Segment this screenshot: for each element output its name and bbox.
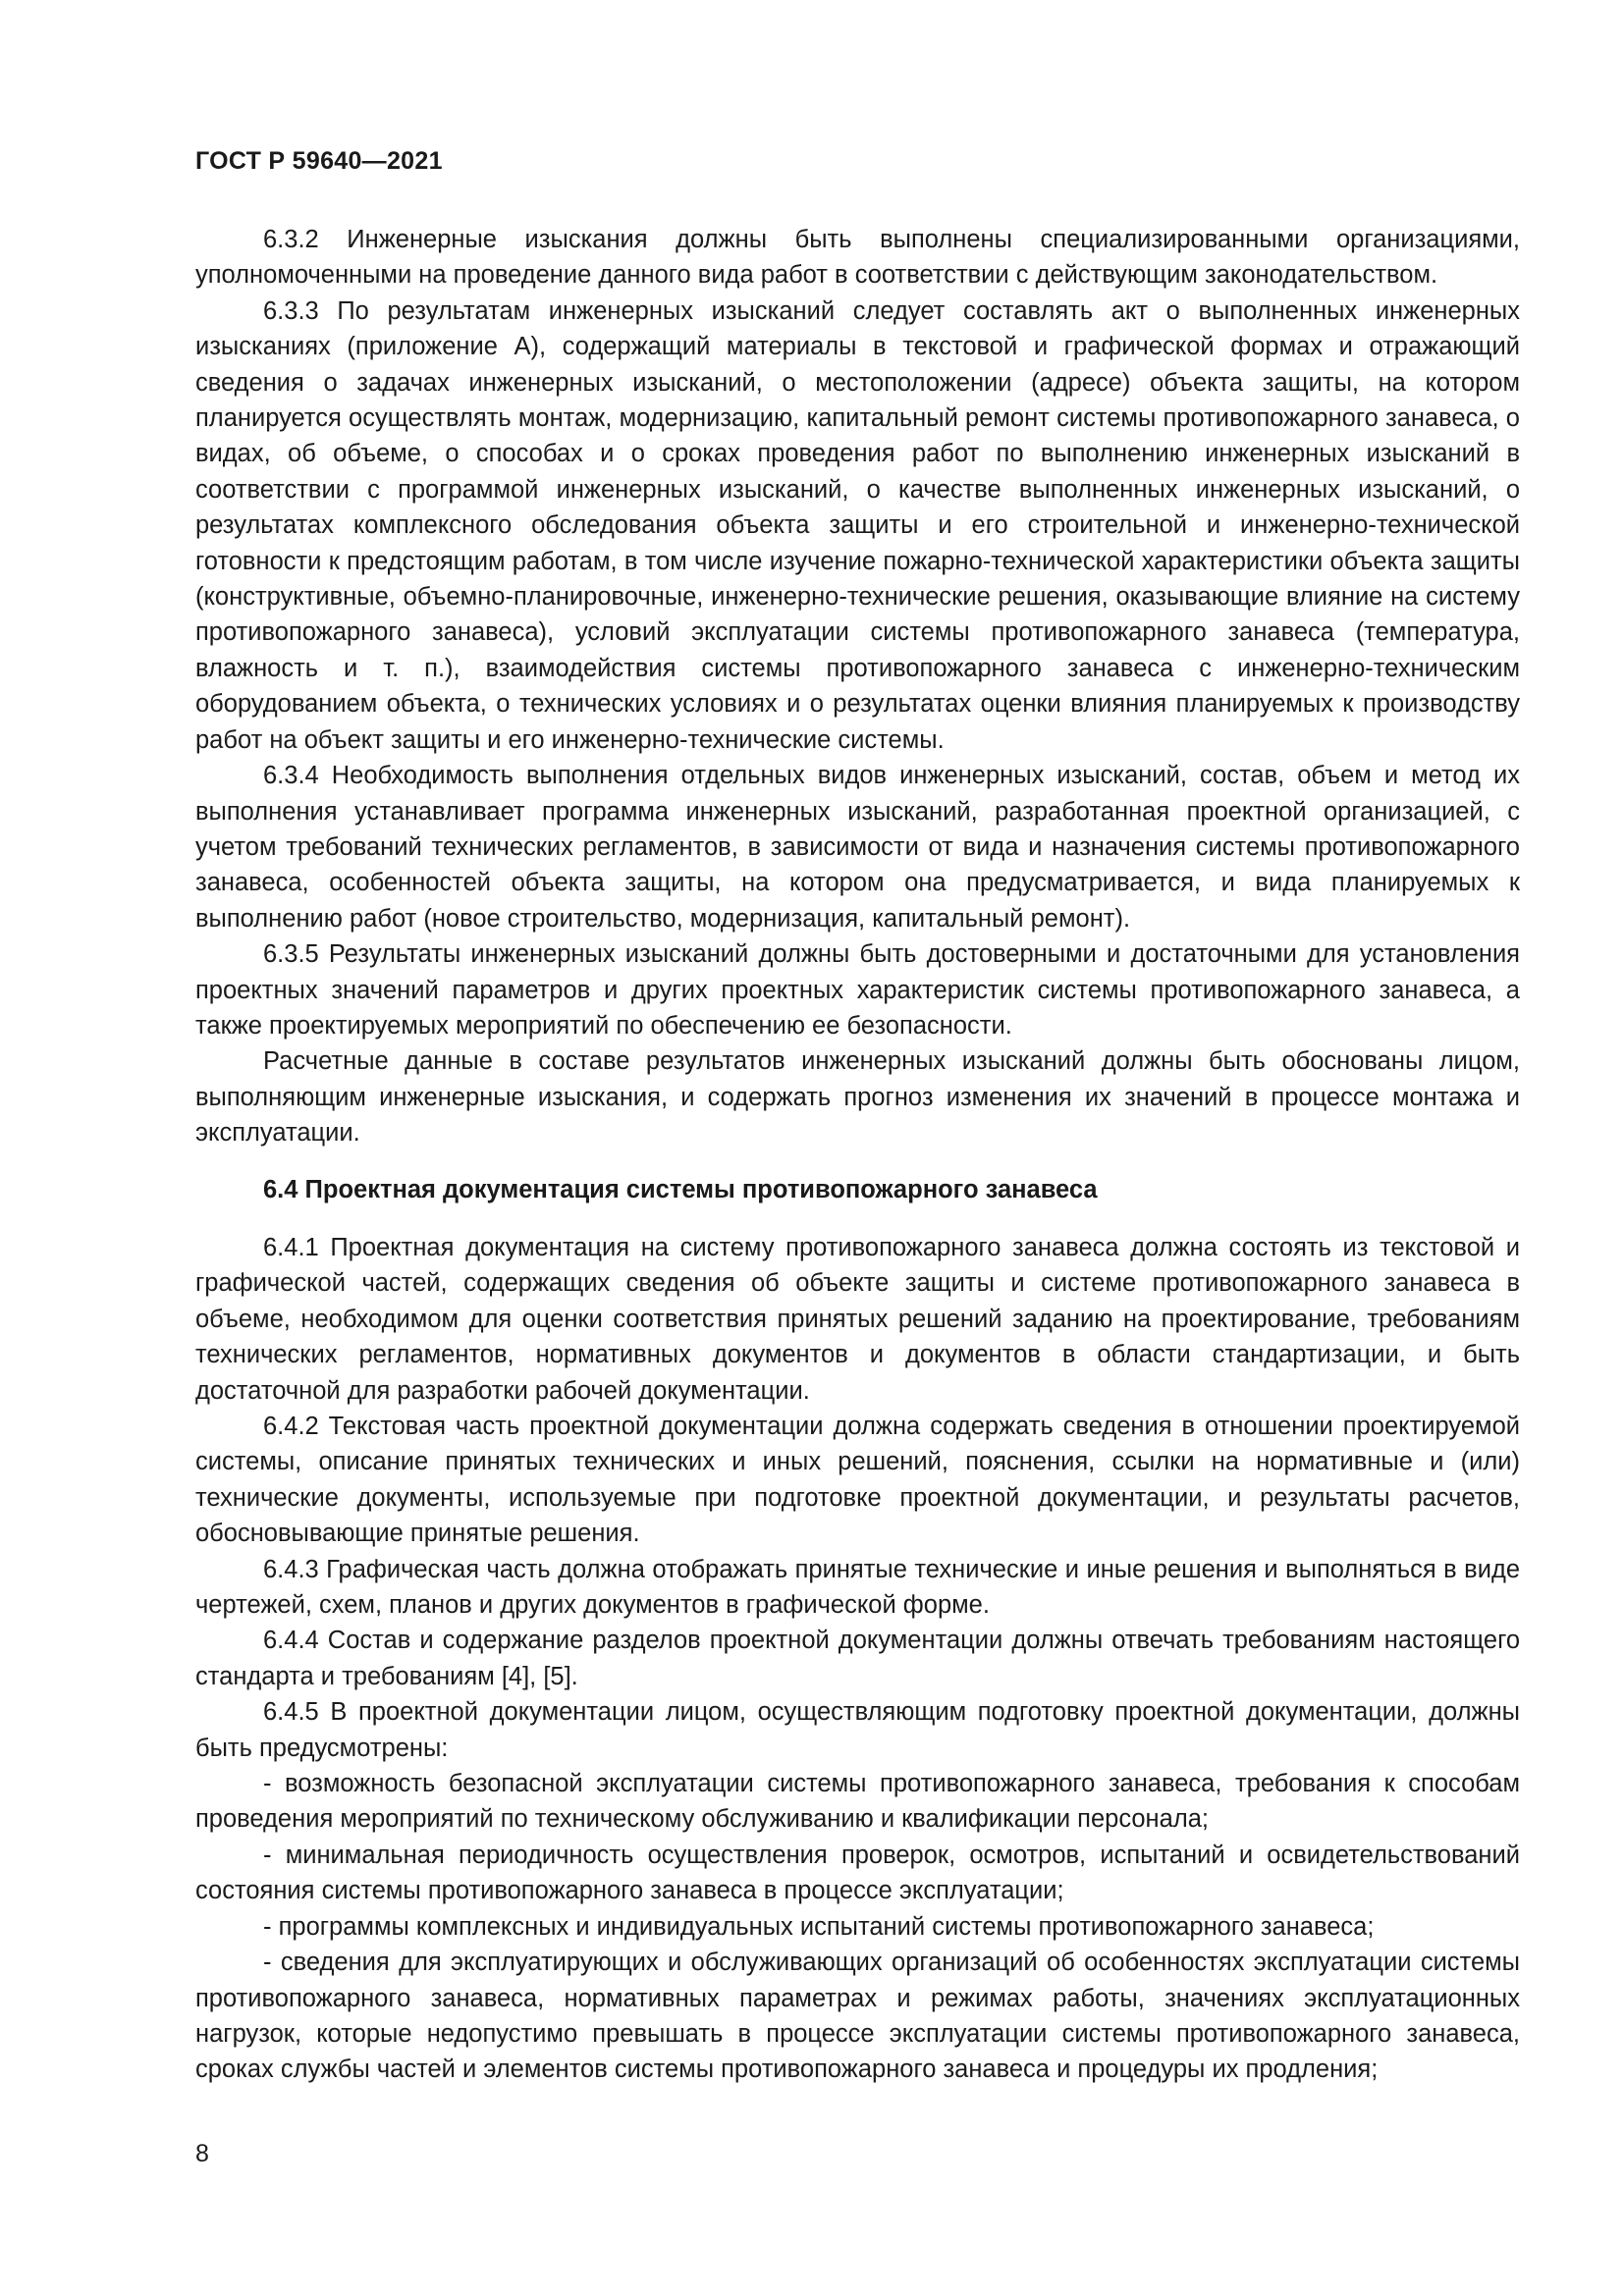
list-item: - минимальная периодичность осуществления проверок, осмотров, испытаний и освидетельствований состояния системы противопожарного занавеса в процессе эксплуатации; xyxy=(195,1841,1520,1905)
paragraph-6-4-4: 6.4.4 Состав и содержание разделов проектной документации должны отвечать требованиям настоящего стандарта и требованиям [4], [5]. xyxy=(195,1627,1520,1690)
list-item: - программы комплексных и индивидуальных испытаний системы противопожарного занавеса; xyxy=(263,1912,1375,1941)
section-heading-6-4: 6.4 Проектная документация системы противопожарного занавеса xyxy=(263,1175,1098,1203)
paragraph-6-4-1: 6.4.1 Проектная документация на систему противопожарного занавеса должна состоять из текстовой и графической частей, содержащих сведения об объекте защиты и системе противопожарного занавеса в объеме, необходимом для оценки соответствия принятых решений заданию на проектирование, требованиям технических регламентов, нормативных документов и документов в области стандартизации, и быть достаточной для разработки рабочей документации. xyxy=(195,1233,1520,1405)
paragraph-6-3-3: 6.3.3 По результатам инженерных изысканий следует составлять акт о выполненных инженерных изысканиях (приложение А), содержащий материалы в текстовой и графической формах и отражающий сведения о задачах инженерных изысканий, о местоположении (адресе) объекта защиты, на котором планируется осуществлять монтаж, модернизацию, капитальный ремонт системы противопожарного занавеса, о видах, об объеме, о способах и о сроках проведения работ по выполнению инженерных изысканий в соответствии с программой инженерных изысканий, о качестве выполненных инженерных изысканий, о результатах комплексного обследования объекта защиты и его строительной и инженерно-технической готовности к предстоящим работам, в том числе изучение пожарно-технической характеристики объекта защиты (конструктивные, объемно-планировочные, инженерно-технические решения, оказывающие влияние на систему противопожарного занавеса), условий эксплуатации системы противопожарного занавеса (температура, влажность и т. п.), взаимодействия системы противопожарного занавеса с инженерно-техническим оборудованием объекта, о технических условиях и о результатах оценки влияния планируемых к производству работ на объект защиты и его инженерно-технические системы. xyxy=(195,296,1520,754)
paragraph-calculation-data: Расчетные данные в составе результатов инженерных изысканий должны быть обоснованы лицом, выполняющим инженерные изыскания, и содержать прогноз изменения их значений в процессе монтажа и эксплуатации. xyxy=(195,1047,1520,1148)
paragraph-6-3-4: 6.3.4 Необходимость выполнения отдельных видов инженерных изысканий, состав, объем и метод их выполнения устанавливает программа инженерных изысканий, разработанная проектной организацией, с учетом требований технических регламентов, в зависимости от вида и назначения системы противопожарного занавеса, особенностей объекта защиты, на котором она предусматривается, и вида планируемых к выполнению работ (новое строительство, модернизация, капитальный ремонт). xyxy=(195,762,1520,933)
paragraph-6-3-5: 6.3.5 Результаты инженерных изысканий должны быть достоверными и достаточными для установления проектных значений параметров и других проектных характеристик системы противопожарного занавеса, а также проектируемых мероприятий по обеспечению ее безопасности. xyxy=(195,940,1520,1040)
paragraph-6-4-5: 6.4.5 В проектной документации лицом, осуществляющим подготовку проектной документации, должны быть предусмотрены: xyxy=(195,1698,1520,1762)
paragraph-6-4-2: 6.4.2 Текстовая часть проектной документации должна содержать сведения в отношении проектируемой системы, описание принятых технических и иных решений, пояснения, ссылки на нормативные и (или) технические документы, используемые при подготовке проектной документации, и результаты расчетов, обосновывающие принятые решения. xyxy=(195,1413,1520,1548)
list-item: - сведения для эксплуатирующих и обслуживающих организаций об особенностях эксплуатации системы противопожарного занавеса, нормативных параметрах и режимах работы, значениях эксплуатационных нагрузок, которые недопустимо превышать в процессе эксплуатации системы противопожарного занавеса, сроках службы частей и элементов системы противопожарного занавеса и процедуры их продления; xyxy=(195,1949,1520,2084)
page-number: 8 xyxy=(195,2140,209,2167)
list-item: - возможность безопасной эксплуатации системы противопожарного занавеса, требования к способам проведения мероприятий по техническому обслуживанию и квалификации персонала; xyxy=(195,1770,1520,1834)
paragraph-6-3-2: 6.3.2 Инженерные изыскания должны быть выполнены специализированными организациями, уполномоченными на проведение данного вида работ в соответствии с действующим законодательством. xyxy=(195,226,1520,290)
document-header: ГОСТ Р 59640—2021 xyxy=(195,147,443,175)
paragraph-6-4-3: 6.4.3 Графическая часть должна отображать принятые технические и иные решения и выполняться в виде чертежей, схем, планов и других документов в графической форме. xyxy=(195,1555,1520,1620)
document-body xyxy=(195,222,1520,2088)
